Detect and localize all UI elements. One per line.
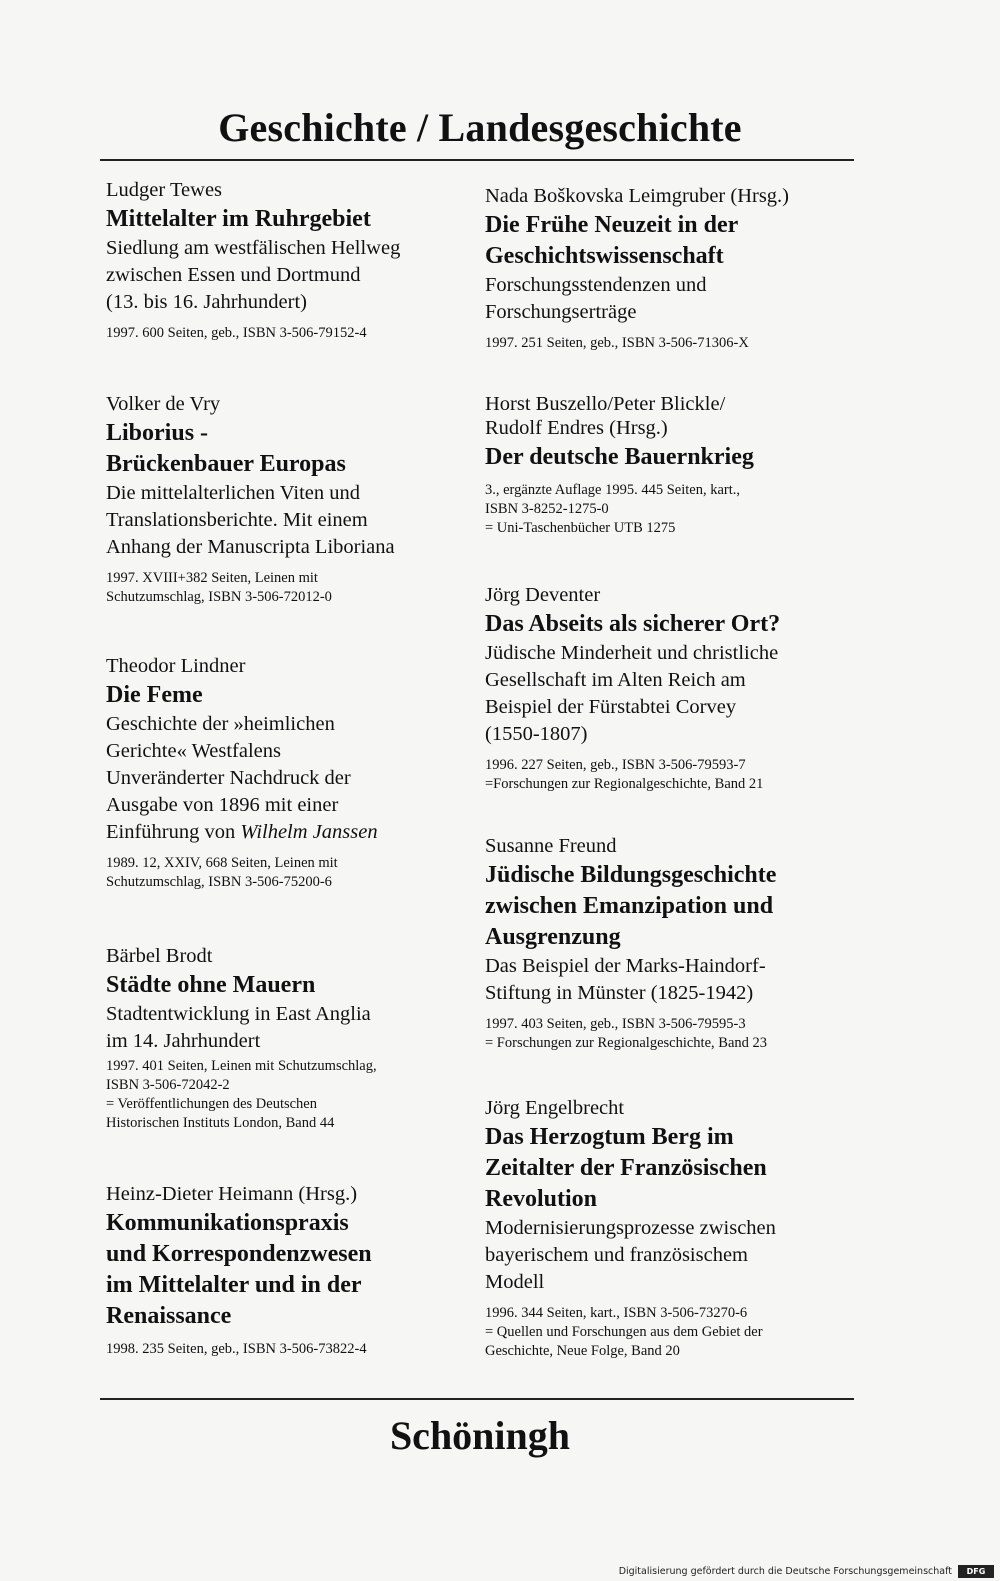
book-details — [485, 756, 855, 794]
book-details — [485, 481, 855, 538]
book-title: und Korrespondenzwesen — [106, 1241, 372, 1267]
book-details — [485, 1015, 855, 1053]
book-subtitle-line: Gerichte« Westfalens — [106, 740, 282, 762]
book-entry — [485, 834, 855, 1053]
book-author: Horst Buszello/Peter Blickle/ — [485, 393, 726, 415]
book-details-line: ISBN 3-506-72042-2 — [106, 1077, 230, 1093]
book-subtitle-line — [106, 819, 466, 846]
book-subtitle-line: Jüdische Minderheit und christliche — [485, 642, 779, 664]
book-details — [106, 324, 466, 343]
book-title: im Mittelalter und in der — [106, 1272, 362, 1298]
book-entry — [106, 944, 466, 1133]
publisher-name: Schöningh — [389, 1413, 571, 1458]
header-rule — [100, 159, 854, 161]
book-title: Liborius - — [106, 420, 209, 446]
book-entry — [106, 654, 466, 892]
book-subtitle-line: Anhang der Manuscripta Liboriana — [106, 536, 395, 558]
book-title: Kommunikationspraxis — [106, 1210, 349, 1236]
book-details — [106, 1057, 466, 1133]
book-author: Nada Boškovska Leimgruber (Hrsg.) — [485, 185, 790, 207]
book-entry — [485, 184, 855, 353]
book-subtitle-line: Forschungserträge — [485, 301, 637, 323]
book-author: Volker de Vry — [106, 393, 221, 415]
book-subtitle-line: bayerischem und französischem — [485, 1244, 748, 1266]
book-subtitle-line: Forschungsstendenzen und — [485, 274, 707, 296]
book-details-line: 1989. 12, XXIV, 668 Seiten, Leinen mit — [106, 855, 338, 871]
book-subtitle-line: Die mittelalterlichen Viten und — [106, 482, 360, 504]
book-details-line: =Forschungen zur Regionalgeschichte, Band 21 — [485, 776, 764, 792]
book-details-line: ISBN 3-8252-1275-0 — [485, 501, 609, 517]
book-details — [106, 854, 466, 892]
book-subtitle-line: Ausgabe von 1896 mit einer — [106, 794, 339, 816]
book-details-line: 3., ergänzte Auflage 1995. 445 Seiten, kart., — [485, 482, 741, 498]
book-subtitle-line: (13. bis 16. Jahrhundert) — [106, 291, 307, 313]
book-details — [106, 1340, 466, 1359]
book-subtitle-line: Stiftung in Münster (1825-1942) — [485, 982, 754, 1004]
book-author: Ludger Tewes — [106, 179, 223, 201]
book-title: Städte ohne Mauern — [106, 972, 316, 998]
book-subtitle-line: (1550-1807) — [485, 723, 588, 745]
book-title: Die Feme — [106, 682, 203, 708]
book-subtitle-text: Einführung von — [106, 821, 241, 843]
book-author: Jörg Deventer — [485, 584, 601, 606]
book-subtitle-line: Modernisierungsprozesse zwischen — [485, 1217, 776, 1239]
book-details-line: 1997. XVIII+382 Seiten, Leinen mit — [106, 570, 318, 586]
book-details-line: 1997. 401 Seiten, Leinen mit Schutzumschlag, — [106, 1058, 377, 1074]
book-subtitle-line: Stadtentwicklung in East Anglia — [106, 1003, 371, 1025]
book-title: Mittelalter im Ruhrgebiet — [106, 206, 371, 232]
book-entry — [106, 392, 466, 607]
book-details-line: 1997. 251 Seiten, geb., ISBN 3-506-71306-X — [485, 335, 749, 351]
book-title: Das Abseits als sicherer Ort? — [485, 611, 781, 637]
book-subtitle-line: Siedlung am westfälischen Hellweg — [106, 237, 401, 259]
book-title: Die Frühe Neuzeit in der — [485, 212, 739, 238]
book-author: Theodor Lindner — [106, 655, 246, 677]
book-title: Geschichtswissenschaft — [485, 243, 724, 269]
book-details — [485, 1304, 855, 1361]
book-subtitle-line: Gesellschaft im Alten Reich am — [485, 669, 746, 691]
book-author: Susanne Freund — [485, 835, 617, 857]
book-title: Der deutsche Bauernkrieg — [485, 444, 754, 470]
book-subtitle-line: Beispiel der Fürstabtei Corvey — [485, 696, 737, 718]
footer-rule — [100, 1398, 854, 1400]
book-entry — [485, 392, 855, 538]
book-editor-name: Wilhelm Janssen — [240, 821, 378, 843]
book-entry — [485, 583, 855, 794]
book-details — [106, 569, 466, 607]
book-author: Rudolf Endres (Hrsg.) — [485, 417, 668, 439]
digitization-credit: Digitalisierung gefördert durch die Deutsche Forschungsgemeinschaft — [618, 1566, 952, 1577]
book-author: Heinz-Dieter Heimann (Hrsg.) — [106, 1183, 358, 1205]
book-details-line: 1998. 235 Seiten, geb., ISBN 3-506-73822-4 — [106, 1341, 367, 1357]
book-subtitle-line: Modell — [485, 1271, 545, 1293]
book-title: Brückenbauer Europas — [106, 451, 346, 477]
book-details-line: 1996. 344 Seiten, kart., ISBN 3-506-73270-6 — [485, 1305, 748, 1321]
book-entry — [485, 1096, 855, 1361]
book-author: Bärbel Brodt — [106, 945, 213, 967]
book-title: Renaissance — [106, 1303, 232, 1329]
book-title: Ausgrenzung — [485, 924, 621, 950]
book-author: Jörg Engelbrecht — [485, 1097, 625, 1119]
dfg-logo: DFG — [958, 1565, 994, 1578]
book-entry — [106, 1182, 466, 1359]
book-subtitle-line: im 14. Jahrhundert — [106, 1030, 261, 1052]
book-details-line: Geschichte, Neue Folge, Band 20 — [485, 1343, 680, 1359]
book-details-line: 1997. 600 Seiten, geb., ISBN 3-506-79152-4 — [106, 325, 367, 341]
book-title: Revolution — [485, 1186, 598, 1212]
book-subtitle-line: Das Beispiel der Marks-Haindorf- — [485, 955, 766, 977]
book-details-line: 1997. 403 Seiten, geb., ISBN 3-506-79595-3 — [485, 1016, 746, 1032]
book-details-line: = Veröffentlichungen des Deutschen — [106, 1096, 317, 1112]
book-subtitle-line: Translationsberichte. Mit einem — [106, 509, 368, 531]
page-title: Geschichte / Landesgeschichte — [218, 105, 742, 150]
book-entry — [106, 178, 466, 343]
book-title: Jüdische Bildungsgeschichte — [485, 862, 777, 888]
book-title: Zeitalter der Französischen — [485, 1155, 767, 1181]
book-title: zwischen Emanzipation und — [485, 893, 774, 919]
book-details-line: Schutzumschlag, ISBN 3-506-75200-6 — [106, 874, 332, 890]
book-details-line: = Uni-Taschenbücher UTB 1275 — [485, 520, 676, 536]
book-details — [485, 334, 855, 353]
book-subtitle-line: zwischen Essen und Dortmund — [106, 264, 361, 286]
book-title: Das Herzogtum Berg im — [485, 1124, 734, 1150]
book-subtitle-line: Geschichte der »heimlichen — [106, 713, 335, 735]
book-details-line: = Forschungen zur Regionalgeschichte, Band 23 — [485, 1035, 767, 1051]
book-details-line: 1996. 227 Seiten, geb., ISBN 3-506-79593-7 — [485, 757, 746, 773]
book-subtitle-line: Unveränderter Nachdruck der — [106, 767, 351, 789]
book-details-line: = Quellen und Forschungen aus dem Gebiet der — [485, 1324, 763, 1340]
book-details-line: Historischen Instituts London, Band 44 — [106, 1115, 335, 1131]
book-details-line: Schutzumschlag, ISBN 3-506-72012-0 — [106, 589, 332, 605]
